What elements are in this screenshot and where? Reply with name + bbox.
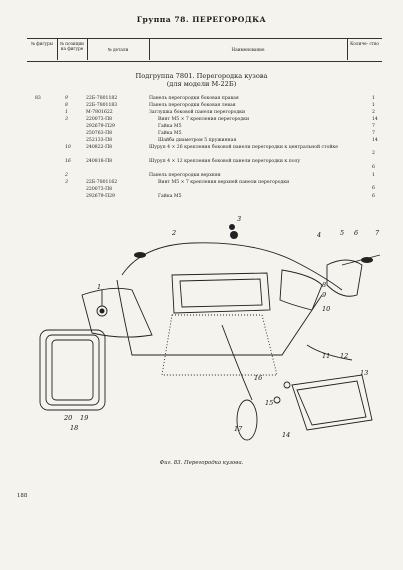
callout-8: 8 bbox=[322, 281, 327, 289]
figure-caption: Фиг. 83. Перегородка кузова. bbox=[159, 460, 244, 466]
callout-15: 15 bbox=[265, 399, 274, 407]
position-number: 3 bbox=[65, 180, 68, 185]
quantity: 2 bbox=[372, 151, 375, 156]
part-number: 22Б-7801182 bbox=[86, 96, 118, 101]
callout-3: 3 bbox=[237, 215, 242, 223]
position-number: 8 bbox=[65, 103, 68, 108]
part-number: 220073-П8 bbox=[86, 117, 113, 122]
col-quantity: Количе- ство bbox=[350, 41, 379, 46]
part-number: 292679-П29 bbox=[86, 194, 115, 199]
callout-11: 11 bbox=[322, 352, 331, 360]
table-row bbox=[27, 193, 382, 200]
part-name: Шуруп 4 × 26 крепления боковой панели перегородки к центральной стойке bbox=[149, 145, 339, 150]
partition-exploded-diagram bbox=[22, 215, 387, 455]
table-header bbox=[27, 38, 382, 62]
callout-13: 13 bbox=[360, 369, 369, 377]
quantity: 7 bbox=[372, 124, 375, 129]
part-number: 22Б-7801183 bbox=[86, 103, 118, 108]
quantity: 6 bbox=[372, 186, 375, 191]
part-name: Гайка М5 bbox=[158, 194, 182, 199]
quantity: 1 bbox=[372, 103, 375, 108]
part-number: 240818-П8 bbox=[86, 159, 113, 164]
part-number: 240822-П8 bbox=[86, 145, 113, 150]
quantity: 7 bbox=[372, 131, 375, 136]
callout-4: 4 bbox=[317, 231, 322, 239]
table-row bbox=[27, 109, 382, 116]
part-name: Заглушка боковой панели перегородки bbox=[149, 110, 246, 115]
part-name: Панель перегородки боковая левая bbox=[149, 103, 236, 108]
part-number: 250763-П8 bbox=[86, 131, 113, 136]
col-position: № позиции на фигуре bbox=[60, 41, 84, 51]
subgroup-line-2: (для модели М-22Б) bbox=[166, 80, 237, 88]
callout-18: 18 bbox=[70, 424, 79, 432]
part-name: Винт М5 × 7 крепления верхней панели перегородки bbox=[158, 180, 290, 185]
diagram-shading bbox=[100, 224, 374, 314]
quantity: 1 bbox=[372, 173, 375, 178]
table-row bbox=[27, 144, 382, 158]
callout-2: 2 bbox=[172, 229, 177, 237]
page-number: 188 bbox=[17, 493, 28, 499]
table-row bbox=[27, 123, 382, 130]
callout-14: 14 bbox=[282, 431, 291, 439]
part-number: 220073-П8 bbox=[86, 187, 113, 192]
callout-19: 19 bbox=[80, 414, 89, 422]
callout-9: 9 bbox=[322, 291, 327, 299]
quantity: 6 bbox=[372, 194, 375, 199]
divider bbox=[87, 38, 88, 60]
divider bbox=[149, 38, 150, 60]
diagram-drawing bbox=[40, 243, 380, 440]
position-number: 1 bbox=[65, 110, 68, 115]
table-row bbox=[27, 116, 382, 123]
subgroup-title bbox=[0, 72, 403, 88]
callout-5: 5 bbox=[340, 229, 345, 237]
position-number: 2 bbox=[65, 173, 68, 178]
table-row bbox=[27, 95, 382, 102]
position-number: 3 bbox=[65, 117, 68, 122]
table-row bbox=[27, 130, 382, 137]
col-name: Наименование bbox=[231, 47, 265, 52]
part-number: 252133-П8 bbox=[86, 138, 113, 143]
callout-16: 16 bbox=[254, 374, 263, 382]
col-part-number: № детали bbox=[107, 47, 129, 52]
table-row bbox=[27, 186, 382, 193]
quantity: 1 bbox=[372, 96, 375, 101]
callout-labels bbox=[63, 215, 380, 439]
divider bbox=[347, 38, 348, 60]
position-number: 10 bbox=[65, 145, 71, 150]
part-name: Гайка М5 bbox=[158, 131, 182, 136]
position-number: 9 bbox=[65, 96, 68, 101]
part-name: Гайка М5 bbox=[158, 124, 182, 129]
table-row bbox=[27, 172, 382, 179]
position-number: 16 bbox=[65, 159, 71, 164]
quantity: 6 bbox=[372, 165, 375, 170]
part-number: М-7801622 bbox=[86, 110, 113, 115]
group-title: Группа 78. ПЕРЕГОРОДКА bbox=[136, 15, 267, 24]
quantity: 2 bbox=[372, 110, 375, 115]
table-row bbox=[27, 137, 382, 144]
callout-6: 6 bbox=[354, 229, 359, 237]
part-number: 22Б-7801162 bbox=[86, 180, 118, 185]
table-row bbox=[27, 158, 382, 172]
callout-17: 17 bbox=[234, 425, 243, 433]
callout-7: 7 bbox=[375, 229, 380, 237]
quantity: 14 bbox=[372, 138, 378, 143]
part-name: Шуруп 4 × 12 крепления боковой панели перегородки к полу bbox=[149, 159, 301, 164]
part-name: Панель перегородки верхняя bbox=[149, 173, 221, 178]
callout-1: 1 bbox=[97, 283, 102, 291]
divider bbox=[57, 38, 58, 60]
callout-20: 20 bbox=[64, 414, 73, 422]
callout-12: 12 bbox=[340, 352, 349, 360]
col-figure: № фигуры bbox=[30, 41, 54, 46]
part-name: Винт М5 × 7 крепления перегородки bbox=[158, 117, 250, 122]
figure-number: 83 bbox=[35, 96, 41, 101]
subgroup-line-1: Подгруппа 7801. Перегородка кузова bbox=[135, 72, 268, 80]
part-number: 292679-П29 bbox=[86, 124, 115, 129]
callout-10: 10 bbox=[322, 305, 331, 313]
part-name: Шайба диаметром 5 пружинная bbox=[158, 138, 237, 143]
quantity: 14 bbox=[372, 117, 378, 122]
part-name: Панель перегородки боковая правая bbox=[149, 96, 239, 101]
table-row bbox=[27, 102, 382, 109]
